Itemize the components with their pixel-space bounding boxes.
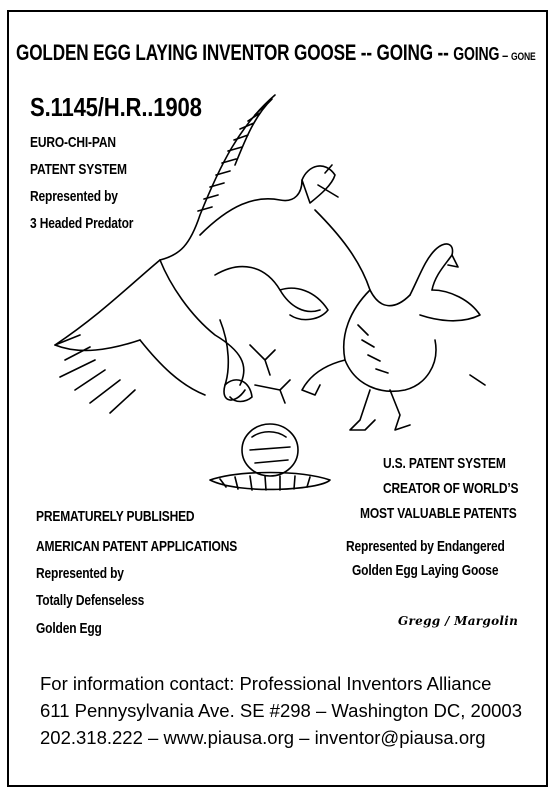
contact-line-2: 611 Pennysylvania Ave. SE #298 – Washington DC, 20003 <box>40 700 523 721</box>
bottom-left-line-2: AMERICAN PATENT APPLICATIONS <box>36 538 238 555</box>
right-line-1: U.S. PATENT SYSTEM <box>383 455 506 472</box>
left-line-4: 3 Headed Predator <box>30 215 134 232</box>
right-line-4: Represented by Endangered <box>346 538 505 555</box>
title-gone: GONE <box>510 51 536 63</box>
bottom-left-line-5: Golden Egg <box>36 620 102 637</box>
bill-number: S.1145/H.R..1908 <box>30 92 202 122</box>
title-dash: – <box>499 47 511 63</box>
right-line-3: MOST VALUABLE PATENTS <box>360 505 517 522</box>
bottom-left-line-1: PREMATURELY PUBLISHED <box>36 508 195 525</box>
nest-icon <box>210 473 330 491</box>
golden-egg-icon <box>242 424 298 476</box>
contact-line-1: For information contact: Professional Inventors Alliance <box>40 673 492 694</box>
right-line-2: CREATOR OF WORLD’S <box>383 480 519 497</box>
bottom-left-line-3: Represented by <box>36 565 124 582</box>
bottom-left-line-4: Totally Defenseless <box>36 592 145 609</box>
contact-line-3: 202.318.222 – www.piausa.org – inventor@piausa.org <box>40 727 486 748</box>
left-line-3: Represented by <box>30 188 118 205</box>
page-title <box>16 40 536 66</box>
right-line-5: Golden Egg Laying Goose <box>352 562 499 579</box>
left-line-2: PATENT SYSTEM <box>30 161 127 178</box>
artist-signature: Gregg / Margolin <box>398 614 519 628</box>
illustration <box>40 85 510 505</box>
left-line-1: EURO-CHI-PAN <box>30 134 116 151</box>
title-main: GOLDEN EGG LAYING INVENTOR GOOSE -- GOING -- <box>16 40 454 65</box>
title-going: GOING <box>453 44 500 64</box>
three-headed-predator-icon <box>55 95 338 413</box>
goose-icon <box>302 210 485 430</box>
